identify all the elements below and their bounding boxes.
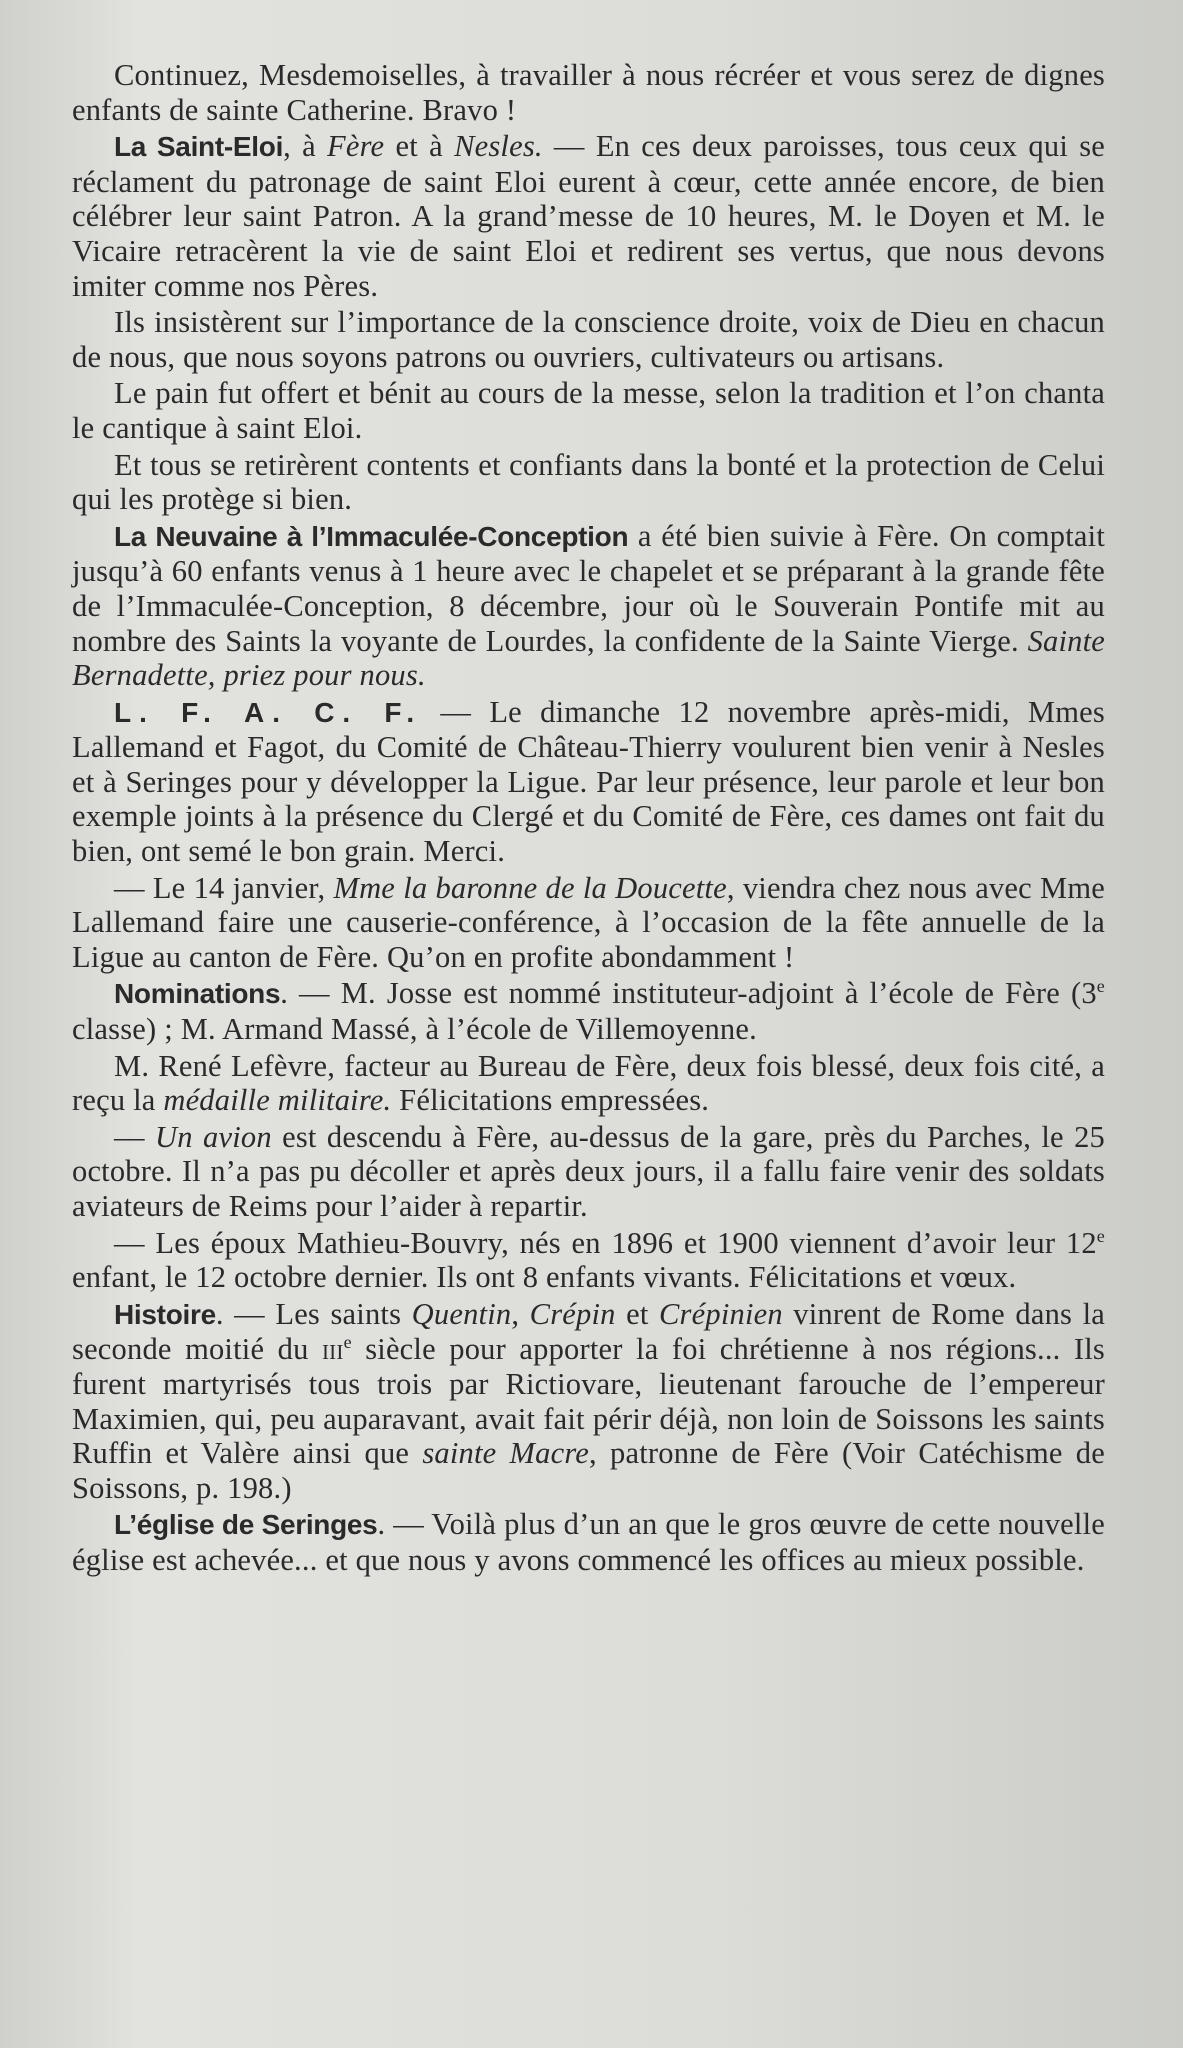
paragraph-neuvaine: La Neuvaine à l’Immaculée-Conception a été bien suivie à Fère. On comptait jusqu’à 60 enfants venus à 1 heure avec le chapelet et se préparant à la grande fête de l’Immaculée-Conception, 8 décembre, jour où le Souverain Pontife mit au nombre des Saints la voyante de Lourdes, la confidente de la Sainte Vierge. Sainte Bernadette, priez pour nous. — [72, 518, 1105, 693]
section-heading: La Saint-Eloi — [114, 131, 284, 163]
paragraph-avion: — Un avion est descendu à Fère, au-dessus de la gare, près du Parches, le 25 octobre. Il n’a pas pu décoller et après deux jours, il a fallu faire venir des soldats aviateurs de Reims pour l’aider à repartir. — [72, 1119, 1105, 1223]
paragraph-pain: Le pain fut offert et bénit au cours de la messe, selon la tradition et l’on chanta le cantique à saint Eloi. — [72, 376, 1105, 445]
paragraph-saint-eloi: La Saint-Eloi, à Fère et à Nesles. — En ces deux paroisses, tous ceux qui se réclament du patronage de saint Eloi eurent à cœur, cette année encore, de bien célébrer leur saint Patron. A la grand’messe de 10 heures, M. le Doyen et M. le Vicaire retracèrent la vie de saint Eloi et redirent ses vertus, que nous devons imiter comme nos Pères. — [72, 129, 1106, 303]
paragraph-histoire: Histoire. — Les saints Quentin, Crépin et Crépinien vinrent de Rome dans la seconde moitié du iii$^e$ siècle pour apporter la foi chrétienne à nos régions... Ils furent martyrisés tous trois par Rictiovare, lieutenant farouche de l’empereur Maximien, qui, peu auparavant, avait fait périr déjà, non loin de Soissons les saints Ruffin et Valère ainsi que sainte Macre, patronne de Fère (Voir Catéchisme de Soissons, p. 198.) — [72, 1296, 1106, 1505]
section-heading: Nominations — [114, 978, 281, 1010]
paragraph-nominations: Nominations. — M. Josse est nommé instituteur-adjoint à l’école de Fère (3e classe) ; M. Armand Massé, à l’école de Villemoyenne. — [72, 976, 1105, 1047]
paragraph-conscience: Ils insistèrent sur l’importance de la conscience droite, voix de Dieu en chacun de nous, que nous soyons patrons ou ouvriers, cultivateurs ou artisans. — [72, 305, 1105, 374]
section-heading: La Neuvaine à l’Immaculée-Conception — [114, 520, 629, 552]
paragraph-eglise-seringes: L’église de Seringes. — Voilà plus d’un an que le gros œuvre de cette nouvelle église est achevée... et que nous y avons commencé les offices au mieux possible. — [72, 1507, 1105, 1577]
section-heading: Histoire — [114, 1298, 216, 1330]
paragraph-lfacf: L. F. A. C. F. — Le dimanche 12 novembre après-midi, Mmes Lallemand et Fagot, du Comité de Château-Thierry voulurent bien venir à Nesles et à Seringes pour y développer la Ligue. Par leur présence, leur parole et leur bon exemple joints à la présence du Clergé et du Comité de Fère, ces dames ont fait du bien, ont semé le bon grain. Merci. — [72, 694, 1105, 869]
paragraph-baronne: — Le 14 janvier, Mme la baronne de la Doucette, viendra chez nous avec Mme Lallemand faire une causerie-conférence, à l’occasion de la fête annuelle de la Ligue au canton de Fère. Qu’on en profite abondamment ! — [72, 870, 1106, 974]
paragraph-catherine — [72, 58, 1105, 127]
paragraph-lefevre: M. René Lefèvre, facteur au Bureau de Fère, deux fois blessé, deux fois cité, a reçu la médaille militaire. Félicitations empressées. — [72, 1048, 1105, 1118]
section-heading: L’église de Seringes — [114, 1509, 378, 1541]
paragraph-mathieu-bouvry: — Les époux Mathieu-Bouvry, nés en 1896 et 1900 viennent d’avoir leur 12e enfant, le 12 octobre dernier. Ils ont 8 enfants vivants. Félicitations et vœux. — [72, 1225, 1105, 1295]
paragraph-retirerent: Et tous se retirèrent contents et confiants dans la bonté et la protection de Celui qui les protège si bien. — [72, 447, 1105, 517]
section-heading: L. F. A. C. F. — [114, 696, 423, 728]
paragraph-text: Continuez, Mesdemoiselles, à travailler à nous récréer et vous serez de dignes enfants de sainte Catherine. Bravo ! — [72, 58, 1105, 127]
